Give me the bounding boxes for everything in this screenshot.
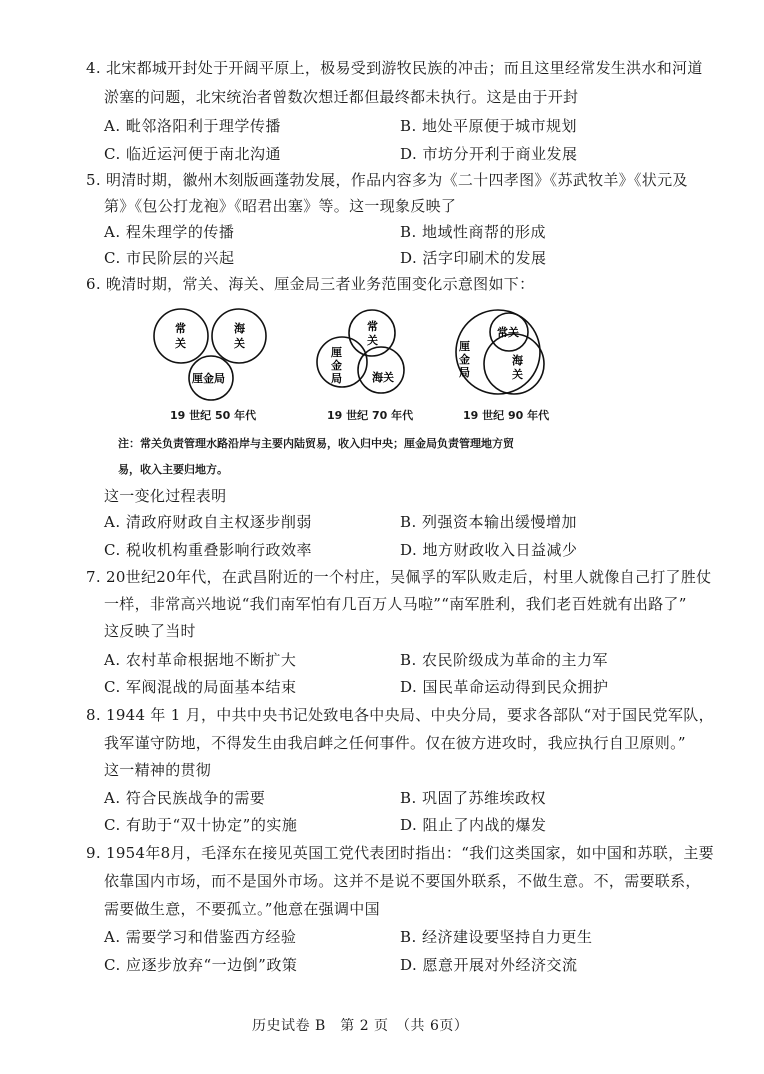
q7-stem-line2: 一样，非常高兴地说“我们南军怕有几百万人马啦”“南军胜利，我们老百姓就有出路了” [104,595,687,613]
q5-option-b: B. 地域性商帮的形成 [400,223,547,241]
lijin-label: 厘金局 [192,372,225,385]
q4-option-c: C. 临近运河便于南北沟通 [104,145,281,163]
q8-option-b: B. 巩固了苏维埃政权 [400,789,547,807]
q7-stem-line3: 这反映了当时 [104,622,196,640]
q6-option-b: B. 列强资本输出缓慢增加 [400,513,578,531]
haiguan-circle [212,309,266,363]
changguan-label-1: 常 [175,322,186,335]
q8-option-a: A. 符合民族战争的需要 [104,789,266,807]
lijin-label-ju: 局 [459,366,470,379]
q5-option-c: C. 市民阶层的兴起 [104,249,235,267]
q9-option-c: C. 应逐步放弃“一边倒”政策 [104,956,298,974]
caption-1850s: 19 世纪 50 年代 [170,409,257,422]
changguan-label-2: 关 [175,337,186,350]
page-footer: 历史试卷 B 第 2 页 （共 6页） [252,1018,469,1034]
changguan-label-2: 关 [367,334,378,347]
q9-option-b: B. 经济建设要坚持自力更生 [400,928,593,946]
changguan-circle [154,309,208,363]
q7-option-d: D. 国民革命运动得到民众拥护 [400,678,609,696]
q6-note-line2: 易，收入主要归地方。 [118,463,228,476]
q9-option-d: D. 愿意开展对外经济交流 [400,956,578,974]
q9-stem-line3: 需要做生意，不要孤立。”他意在强调中国 [104,900,380,918]
q5-stem-line1: 5. 明清时期，徽州木刻版画蓬勃发展，作品内容多为《二十四孝图》《苏武牧羊》《状元及 [86,171,688,189]
lijin-label-ju: 局 [331,372,342,385]
q6-stem-line2: 这一变化过程表明 [104,487,227,505]
haiguan-label-2: 关 [234,337,245,350]
haiguan-label: 海 [372,371,383,384]
caption-1870s: 19 世纪 70 年代 [327,409,414,422]
q9-stem-line1: 9. 1954年8月，毛泽东在接见英国工党代表团时指出：“我们这类国家，如中国和苏联，主要 [86,844,714,862]
q8-stem-line2: 我军谨守防地，不得发生由我启衅之任何事件。仅在彼方进攻时，我应执行自卫原则。” [104,734,686,752]
q6-stem: 6. 晚清时期，常关、海关、厘金局三者业务范围变化示意图如下： [86,275,535,293]
q4-stem-line2: 淤塞的问题，北宋统治者曾数次想迁都但最终都未执行。这是由于开封 [104,88,579,106]
changguan-label-1: 常 [497,326,508,339]
venn-1850s [148,306,278,406]
q4-option-d: D. 市坊分开利于商业发展 [400,145,578,163]
q4-stem-line1: 4. 北宋都城开封处于开阔平原上，极易受到游牧民族的冲击；而且这里经常发生洪水和河道 [86,59,703,77]
q5-option-a: A. 程朱理学的传播 [104,223,235,241]
q6-option-d: D. 地方财政收入日益减少 [400,541,578,559]
venn-1870s [314,308,410,402]
q5-option-d: D. 活字印刷术的发展 [400,249,547,267]
q4-option-b: B. 地处平原便于城市规划 [400,117,578,135]
q8-stem-line3: 这一精神的贯彻 [104,761,212,779]
changguan-label-1: 常 [367,320,378,333]
q6-option-c: C. 税收机构重叠影响行政效率 [104,541,312,559]
haiguan-label-1: 海 [512,354,523,367]
haiguan-label-2: 关 [383,371,394,384]
q6-option-a: A. 清政府财政自主权逐步削弱 [104,513,312,531]
q8-option-d: D. 阻止了内战的爆发 [400,816,547,834]
q9-option-a: A. 需要学习和借鉴西方经验 [104,928,297,946]
q7-stem-line1: 7. 20世纪20年代，在武昌附近的一个村庄，吴佩孚的军队败走后，村里人就像自己打了胜仗 [86,568,712,586]
caption-1890s: 19 世纪 90 年代 [463,409,550,422]
lijin-label-li: 厘 [331,346,342,359]
changguan-label-2: 关 [508,326,519,339]
q4-option-a: A. 毗邻洛阳利于理学传播 [104,117,281,135]
q7-option-a: A. 农村革命根据地不断扩大 [104,651,297,669]
lijin-label-jin: 金 [459,353,470,366]
q5-stem-line2: 第》《包公打龙袍》《昭君出塞》等。这一现象反映了 [104,197,457,215]
q8-stem-line1: 8. 1944 年 1 月，中共中央书记处致电各中央局、中央分局，要求各部队“对于国民党军队， [86,706,714,724]
haiguan-label-1: 海 [234,322,245,335]
venn-1890s [446,308,552,402]
lijin-label-jin: 金 [331,359,342,372]
haiguan-label-2: 关 [512,368,523,381]
q9-stem-line2: 依靠国内市场，而不是国外市场。这并不是说不要国外联系，不做生意。不，需要联系， [104,872,701,890]
q7-option-b: B. 农民阶级成为革命的主力军 [400,651,609,669]
lijin-label-li: 厘 [459,340,470,353]
q7-option-c: C. 军阀混战的局面基本结束 [104,678,297,696]
q6-note-line1: 注：常关负责管理水路沿岸与主要内陆贸易，收入归中央；厘金局负责管理地方贸 [118,437,514,450]
q8-option-c: C. 有助于“双十协定”的实施 [104,816,298,834]
